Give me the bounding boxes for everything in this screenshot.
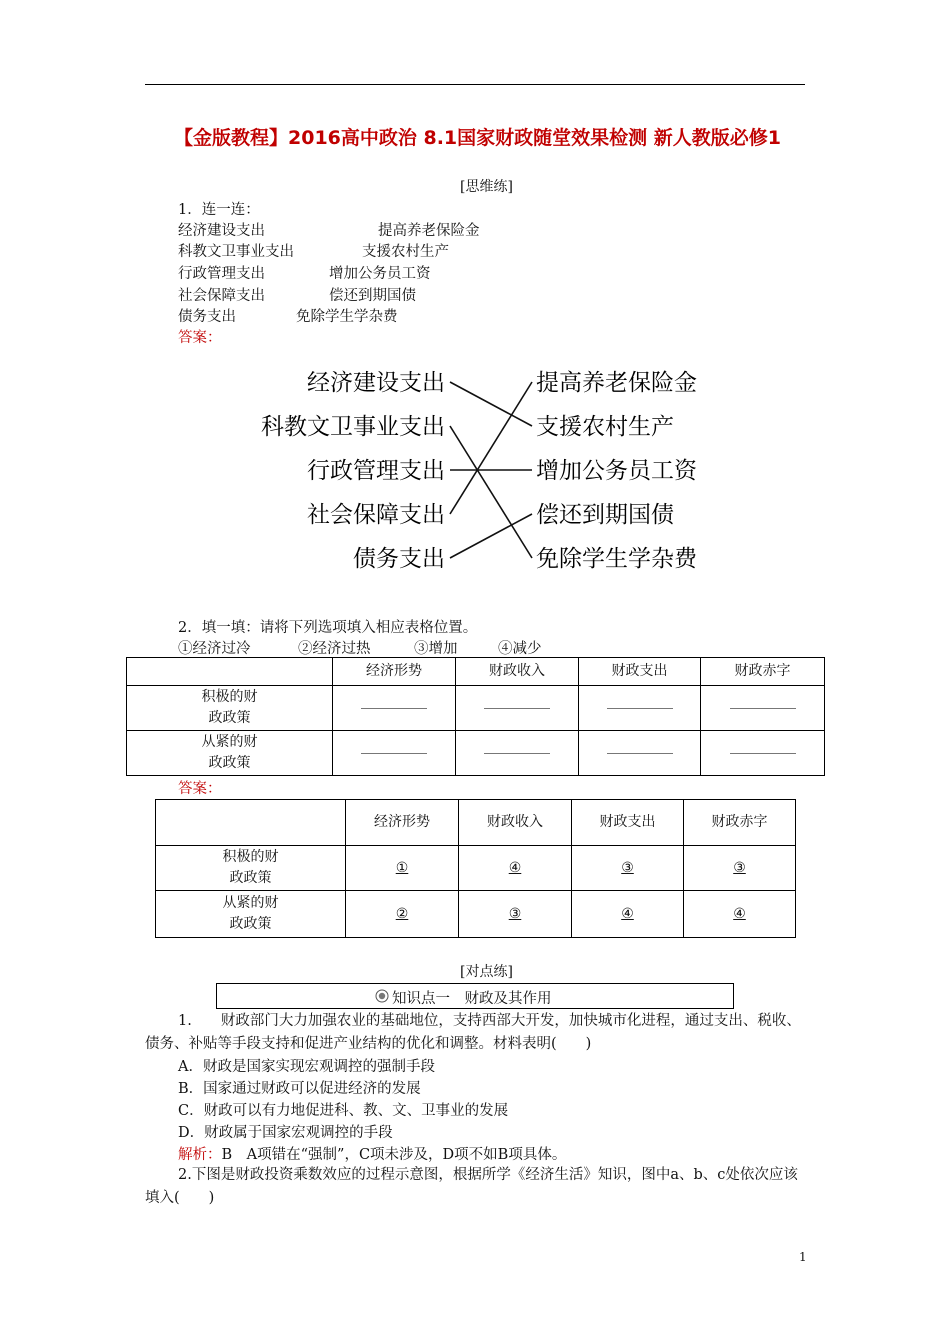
mc1-option-c[interactable]: C．财政可以有力地促进科、教、文、卫事业的发展 [178,1103,509,1119]
q1-left-item: 科教文卫事业支出 [178,244,294,260]
diagram-right-column [536,370,698,572]
table-header-cell: 财政赤字 [684,800,796,846]
row-label-line: 从紧的财 [222,895,279,911]
table-header-cell: 财政收入 [459,800,572,846]
answer-cell [684,846,796,891]
row-label-line: 政政策 [208,710,251,726]
row-label [127,686,333,731]
row-label [156,846,346,891]
q2-stem: 2．填一填：请将下列选项填入相应表格位置。 [178,620,478,636]
diagram-left-label: 社会保障支出 [307,502,445,528]
q1-stem: 1．连一连： [178,202,260,218]
blank-line [361,707,427,709]
q1-left-item: 社会保障支出 [178,288,265,304]
q2-answer-label: 答案： [178,781,222,797]
table-header-cell [156,800,346,846]
analysis-label: 解析： [178,1147,222,1163]
header-rule [145,84,805,85]
diagram-left-label: 债务支出 [353,546,445,572]
q1-right-item: 偿还到期国债 [329,288,416,304]
match-link-line [450,382,532,514]
row-label-line: 积极的财 [201,689,258,705]
q1-right-item: 提高养老保险金 [378,223,480,239]
answer-value: ② [395,905,409,922]
fill-table [126,657,825,776]
matching-diagram [240,360,720,580]
table-header-cell [127,658,333,686]
table-header-cell: 经济形势 [346,800,459,846]
q1-answer-label: 答案： [178,330,222,346]
table-header-cell: 财政支出 [579,658,701,686]
knowledge-point-box [216,983,734,1009]
knowledge-point-text: 知识点一 财政及其作用 [392,991,552,1007]
answer-value: ① [395,859,409,876]
analysis-text: B A项错在“强制”，C项未涉及，D项不如B项具体。 [221,1147,567,1163]
blank-cell[interactable] [333,686,456,731]
answer-cell [346,846,459,891]
match-link-line [450,514,532,558]
q2-option: ①经济过冷 [178,641,251,657]
answer-value: ④ [621,905,634,922]
table-row [127,686,825,731]
q2-option: ②经济过热 [298,641,371,657]
blank-cell[interactable] [701,686,825,731]
blank-cell[interactable] [333,731,456,776]
table-header-cell: 财政支出 [572,800,684,846]
answer-cell [572,846,684,891]
blank-cell[interactable] [456,686,579,731]
q1-left-item: 行政管理支出 [178,266,265,282]
mc1-stem: 1. 财政部门大力加强农业的基础地位，支持西部大开发，加快城市化进程，通过支出、税收、债务、补贴等手段支持和促进产业结构的优化和调整。材料表明( ) [145,1013,801,1052]
answer-value: ④ [733,905,746,922]
mc2-stem: 2.下图是财政投资乘数效应的过程示意图，根据所学《经济生活》知识，图中a、b、c处依次应该填入( ) [145,1167,798,1206]
q1-left-item: 债务支出 [178,309,236,325]
table-row [127,731,825,776]
blank-line [484,752,550,754]
page-number: 1 [799,1250,807,1264]
table-header-cell: 财政赤字 [701,658,825,686]
answer-cell [684,891,796,938]
q1-right-item: 免除学生学杂费 [296,309,398,325]
match-link-line [450,426,532,558]
row-label-line: 政政策 [229,870,272,886]
blank-line [607,752,673,754]
row-label [156,891,346,938]
mc1-option-d[interactable]: D．财政属于国家宏观调控的手段 [178,1125,393,1141]
blank-line [730,752,796,754]
diagram-right-label: 提高养老保险金 [536,370,697,396]
answer-value: ③ [621,859,634,876]
table-row [156,846,796,891]
q1-left-item: 经济建设支出 [178,223,265,239]
row-label [127,731,333,776]
answer-cell [346,891,459,938]
diagram-left-label: 经济建设支出 [307,370,445,396]
blank-line [607,707,673,709]
q2-option: ④减少 [498,641,542,657]
answer-value: ④ [508,859,522,876]
q2-option: ③增加 [414,641,458,657]
mc1-option-a[interactable]: A．财政是国家实现宏观调控的强制手段 [178,1059,435,1075]
mc1-option-b[interactable]: B．国家通过财政可以促进经济的发展 [178,1081,421,1097]
mc1-analysis [178,1143,566,1164]
answer-value: ③ [508,905,522,922]
diagram-left-label: 行政管理支出 [307,458,445,484]
table-header-cell: 经济形势 [333,658,456,686]
diagram-links [450,382,532,558]
answer-cell [459,846,572,891]
answer-value: ③ [733,859,746,876]
section-label-practice: [对点练] [460,964,513,980]
page-title: 【金版教程】2016高中政治 8.1国家财政随堂效果检测 新人教版必修1 [174,127,781,149]
diagram-left-column [261,370,445,572]
blank-cell[interactable] [456,731,579,776]
diagram-left-label: 科教文卫事业支出 [261,414,445,440]
row-label-line: 从紧的财 [201,734,258,750]
blank-cell[interactable] [701,731,825,776]
diagram-right-label: 偿还到期国债 [536,502,674,528]
diagram-right-label: 免除学生学杂费 [536,546,697,572]
table-header-cell: 财政收入 [456,658,579,686]
bullet-circle-icon [375,989,389,1003]
table-row [156,891,796,938]
blank-line [730,707,796,709]
blank-cell[interactable] [579,731,701,776]
answer-table [155,799,796,938]
row-label-line: 政政策 [229,916,272,932]
blank-cell[interactable] [579,686,701,731]
match-link-line [450,382,532,426]
answer-cell [572,891,684,938]
row-label-line: 政政策 [208,755,251,771]
q1-right-item: 支援农村生产 [362,244,449,260]
row-label-line: 积极的财 [222,849,279,865]
section-label-thinking: [思维练] [460,179,513,195]
answer-cell [459,891,572,938]
blank-line [484,707,550,709]
q1-right-item: 增加公务员工资 [329,266,431,282]
diagram-right-label: 支援农村生产 [536,414,674,440]
blank-line [361,752,427,754]
diagram-right-label: 增加公务员工资 [536,458,697,484]
